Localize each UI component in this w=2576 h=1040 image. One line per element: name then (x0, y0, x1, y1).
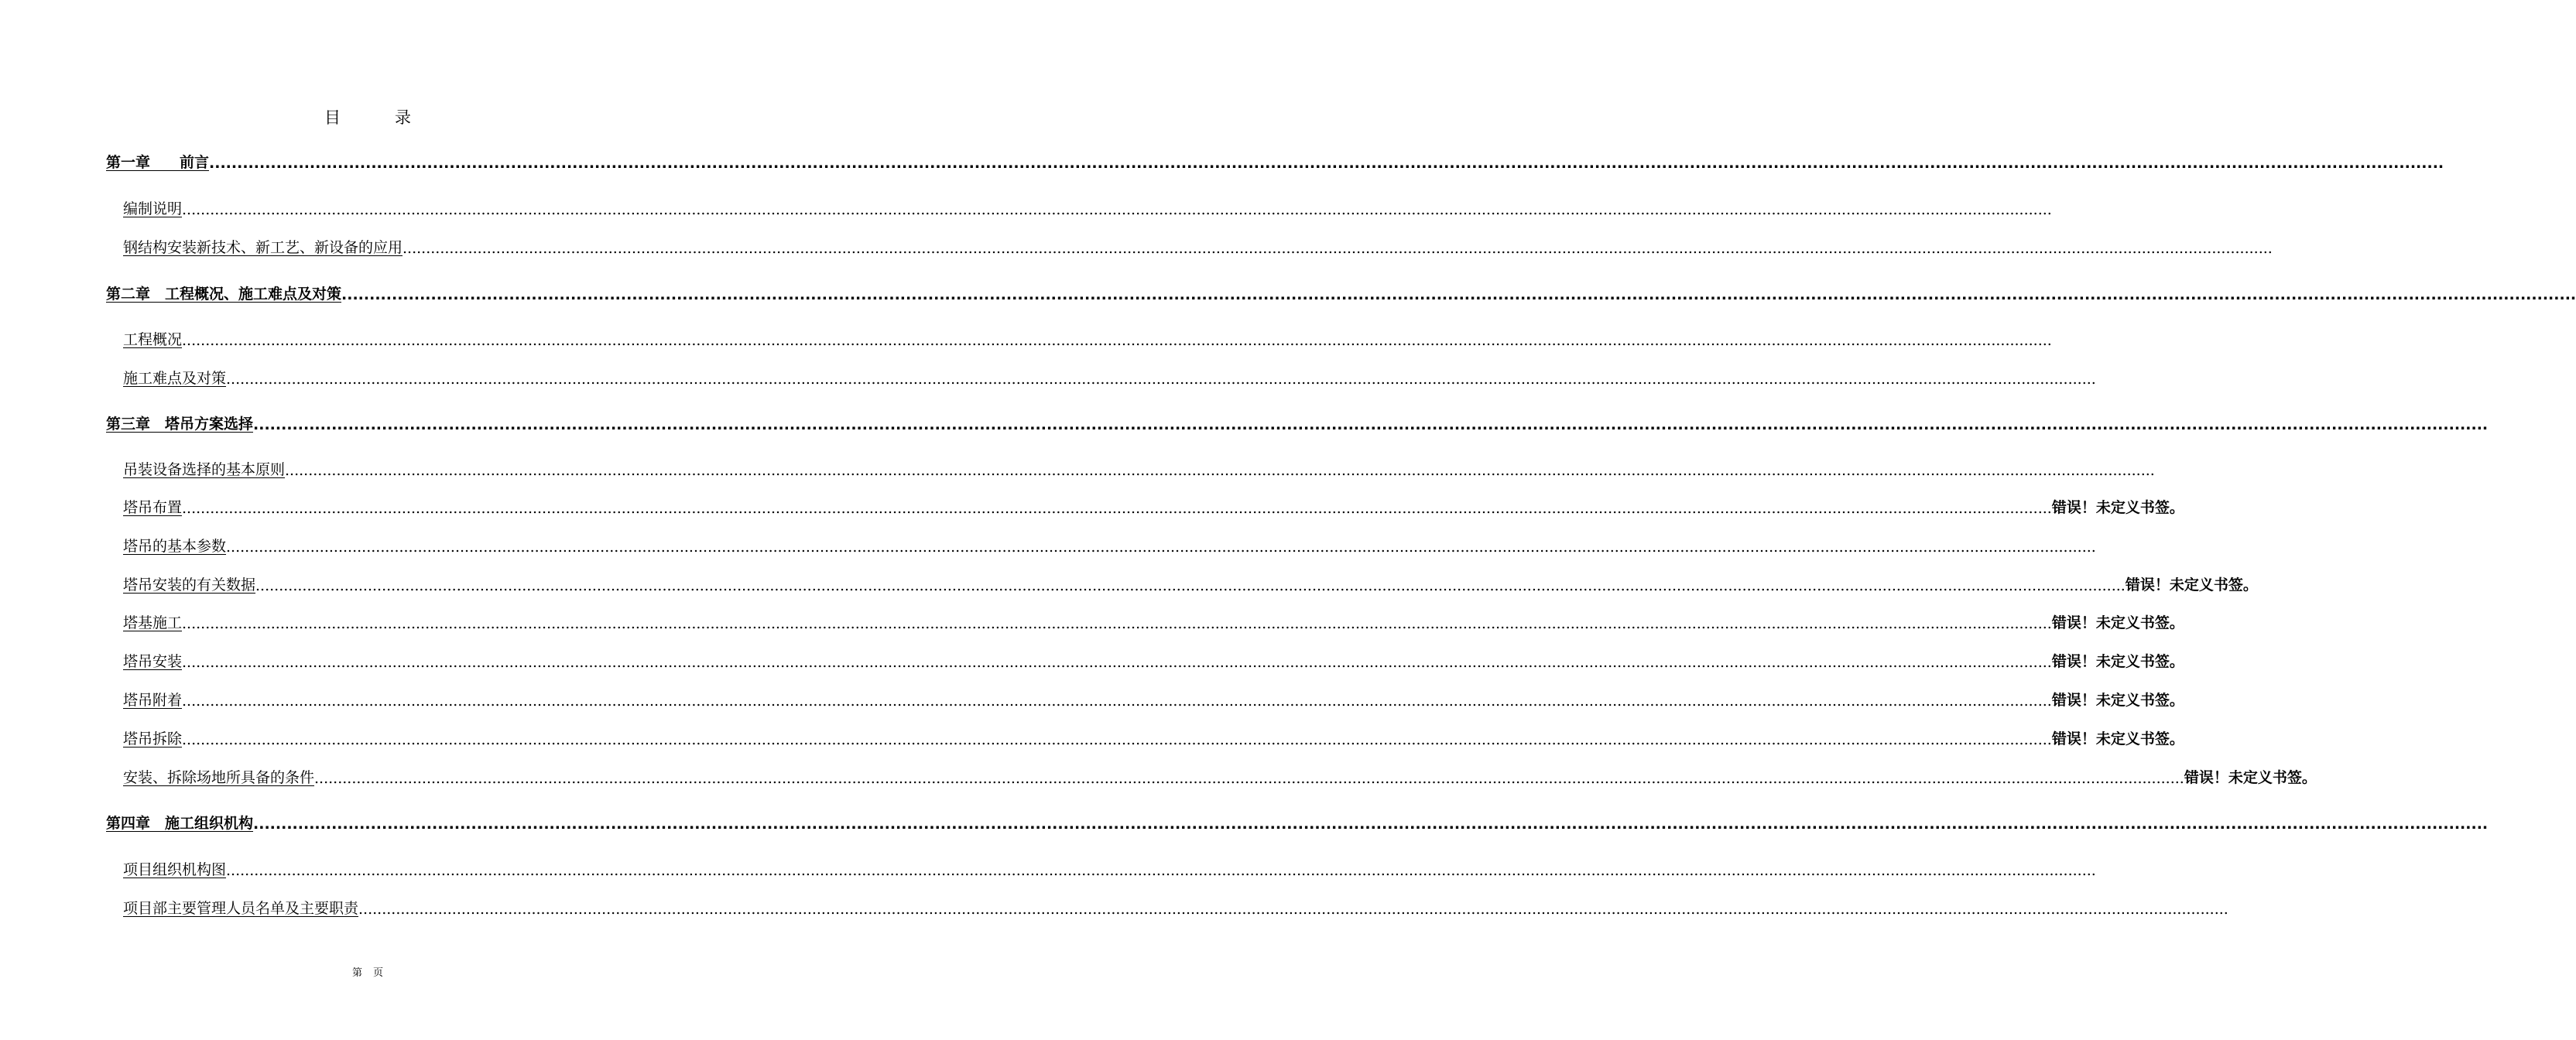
toc-section-entry[interactable] (123, 326, 2052, 349)
toc-entry-label[interactable]: 塔吊安装 (123, 653, 183, 670)
toc-entry-label[interactable]: 塔吊附着 (123, 692, 183, 709)
toc-title-left: 目 (324, 108, 341, 127)
toc-entry-label[interactable]: 第二章 工程概况、施工难点及对策 (106, 286, 342, 303)
toc-entry-label[interactable]: 编制说明 (123, 200, 183, 217)
toc-entry-label[interactable]: 项目部主要管理人员名单及主要职责 (123, 900, 359, 917)
toc-entry-label[interactable]: 塔吊布置 (123, 499, 183, 516)
toc-section-entry[interactable] (123, 895, 2228, 918)
toc-chapter-entry[interactable] (106, 149, 2444, 172)
toc-entry-label[interactable]: 塔吊的基本参数 (123, 538, 227, 555)
toc-chapter-entry[interactable] (106, 280, 2576, 303)
toc-entry-label[interactable]: 塔基施工 (123, 614, 183, 631)
toc-title-right: 录 (395, 108, 411, 127)
toc-entry-label[interactable]: 第四章 施工组织机构 (106, 815, 254, 832)
toc-entry-label[interactable]: 项目组织机构图 (123, 861, 227, 878)
toc-section-entry[interactable] (123, 856, 2096, 879)
toc-title (0, 105, 735, 128)
toc-leader-dots: ................................................................................................................................................................................................................................................................................................................................................................................................................ (182, 693, 2052, 710)
toc-leader-dots: ................................................................................................................................................................................................................................................................................................................................................................................................................ (253, 816, 2489, 833)
toc-entry-page: 错误！未定义书签。 (2184, 769, 2317, 786)
page-footer (0, 964, 735, 979)
footer-right: 页 (373, 967, 384, 979)
toc-entry-label[interactable]: 塔吊拆除 (123, 730, 183, 748)
toc-section-entry[interactable] (123, 494, 2184, 517)
toc-entry-label[interactable]: 塔吊安装的有关数据 (123, 576, 256, 594)
toc-leader-dots: ................................................................................................................................................................................................................................................................................................................................................................................................................ (253, 416, 2489, 433)
toc-leader-dots: ................................................................................................................................................................................................................................................................................................................................................................................................................ (182, 615, 2052, 632)
toc-leader-dots: ................................................................................................................................................................................................................................................................................................................................................................................................................ (182, 654, 2052, 671)
toc-chapter-entry[interactable] (106, 410, 2489, 433)
toc-entry-label[interactable]: 第三章 塔吊方案选择 (106, 416, 254, 433)
toc-section-entry[interactable] (123, 648, 2184, 671)
toc-section-entry[interactable] (123, 195, 2052, 218)
toc-leader-dots: ................................................................................................................................................................................................................................................................................................................................................................................................................ (226, 539, 2096, 556)
toc-section-entry[interactable] (123, 686, 2184, 710)
footer-left: 第 (351, 967, 362, 979)
toc-entry-label[interactable]: 安装、拆除场地所具备的条件 (123, 769, 315, 786)
toc-section-entry[interactable] (123, 364, 2096, 388)
toc-leader-dots: ................................................................................................................................................................................................................................................................................................................................................................................................................ (341, 286, 2576, 303)
toc-entry-label[interactable]: 吊装设备选择的基本原则 (123, 461, 286, 478)
toc-leader-dots: ................................................................................................................................................................................................................................................................................................................................................................................................................ (285, 462, 2155, 479)
toc-section-entry[interactable] (123, 571, 2258, 594)
toc-section-entry[interactable] (123, 764, 2317, 787)
toc-entry-page: 错误！未定义书签。 (2051, 499, 2184, 516)
toc-entry-page: 错误！未定义书签。 (2051, 614, 2184, 631)
toc-leader-dots: ................................................................................................................................................................................................................................................................................................................................................................................................................ (402, 240, 2273, 257)
toc-entry-page: 错误！未定义书签。 (2051, 730, 2184, 748)
toc-section-entry[interactable] (123, 532, 2096, 556)
toc-leader-dots: ................................................................................................................................................................................................................................................................................................................................................................................................................ (182, 500, 2052, 517)
toc-entry-label[interactable]: 施工难点及对策 (123, 370, 227, 387)
toc-entry-page: 错误！未定义书签。 (2051, 653, 2184, 670)
toc-section-entry[interactable] (123, 609, 2184, 632)
toc-leader-dots: ................................................................................................................................................................................................................................................................................................................................................................................................................ (182, 201, 2052, 218)
toc-section-entry[interactable] (123, 725, 2184, 748)
toc-entry-label[interactable]: 第一章 前言 (106, 154, 210, 171)
toc-chapter-entry[interactable] (106, 809, 2489, 833)
toc-leader-dots: ................................................................................................................................................................................................................................................................................................................................................................................................................ (226, 371, 2096, 388)
toc-leader-dots: ................................................................................................................................................................................................................................................................................................................................................................................................................ (358, 901, 2228, 918)
toc-entry-page: 错误！未定义书签。 (2051, 692, 2184, 709)
toc-leader-dots: ................................................................................................................................................................................................................................................................................................................................................................................................................ (226, 862, 2096, 879)
toc-entry-label[interactable]: 工程概况 (123, 331, 183, 348)
toc-section-entry[interactable] (123, 234, 2273, 257)
toc-leader-dots: ................................................................................................................................................................................................................................................................................................................................................................................................................ (314, 770, 2184, 787)
toc-section-entry[interactable] (123, 456, 2155, 479)
toc-leader-dots: ................................................................................................................................................................................................................................................................................................................................................................................................................ (209, 155, 2444, 172)
toc-leader-dots: ................................................................................................................................................................................................................................................................................................................................................................................................................ (182, 332, 2052, 349)
toc-entry-page: 错误！未定义书签。 (2125, 576, 2258, 594)
toc-leader-dots: ................................................................................................................................................................................................................................................................................................................................................................................................................ (182, 731, 2052, 748)
toc-leader-dots: ................................................................................................................................................................................................................................................................................................................................................................................................................ (255, 577, 2126, 594)
toc-entry-label[interactable]: 钢结构安装新技术、新工艺、新设备的应用 (123, 239, 403, 256)
